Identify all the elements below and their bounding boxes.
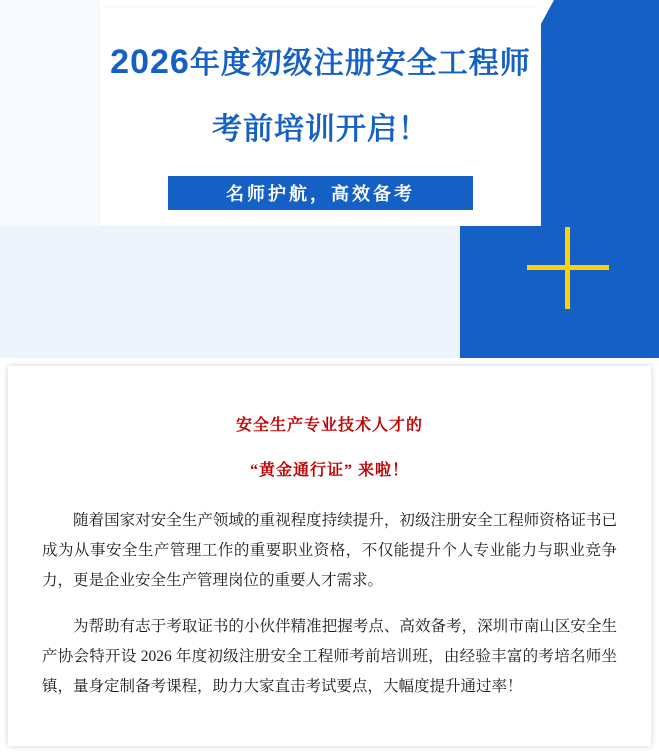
banner-headline-line2: 考前培训开启！ bbox=[212, 113, 429, 146]
banner-headline-year: 2026 bbox=[110, 43, 190, 81]
banner-cta-ribbon: 名师护航，高效备考 bbox=[168, 176, 473, 210]
banner-headline-line1 bbox=[110, 38, 531, 82]
banner-headline-line1-rest: 年度初级注册安全工程师 bbox=[189, 47, 531, 80]
banner-background-strip bbox=[0, 0, 100, 226]
article-card bbox=[8, 366, 651, 746]
banner-headline-card bbox=[100, 8, 541, 226]
article-paragraph-1: 随着国家对安全生产领域的重视程度持续提升，初级注册安全工程师资格证书已成为从事安全生产管理工作的重要职业资格，不仅能提升个人专业能力与职业竞争力，更是企业安全生产管理岗位的重要人才需求。 bbox=[42, 512, 617, 589]
article-paragraph-2: 为帮助有志于考取证书的小伙伴精准把握考点、高效备考，深圳市南山区安全生产协会特开设 2026 年度初级注册安全工程师考前培训班，由经验丰富的考培名师坐镇，量身定制备考课程，助力大家直击考试要点，大幅度提升通过率！ bbox=[42, 617, 617, 695]
hero-banner bbox=[0, 0, 659, 358]
article-subtitle-line2: “黄金通行证” 来啦！ bbox=[249, 462, 409, 479]
plus-icon bbox=[527, 227, 609, 309]
article-subtitle-line1: 安全生产专业技术人才的 bbox=[235, 417, 423, 434]
plus-icon-vertical-bar bbox=[565, 227, 570, 309]
